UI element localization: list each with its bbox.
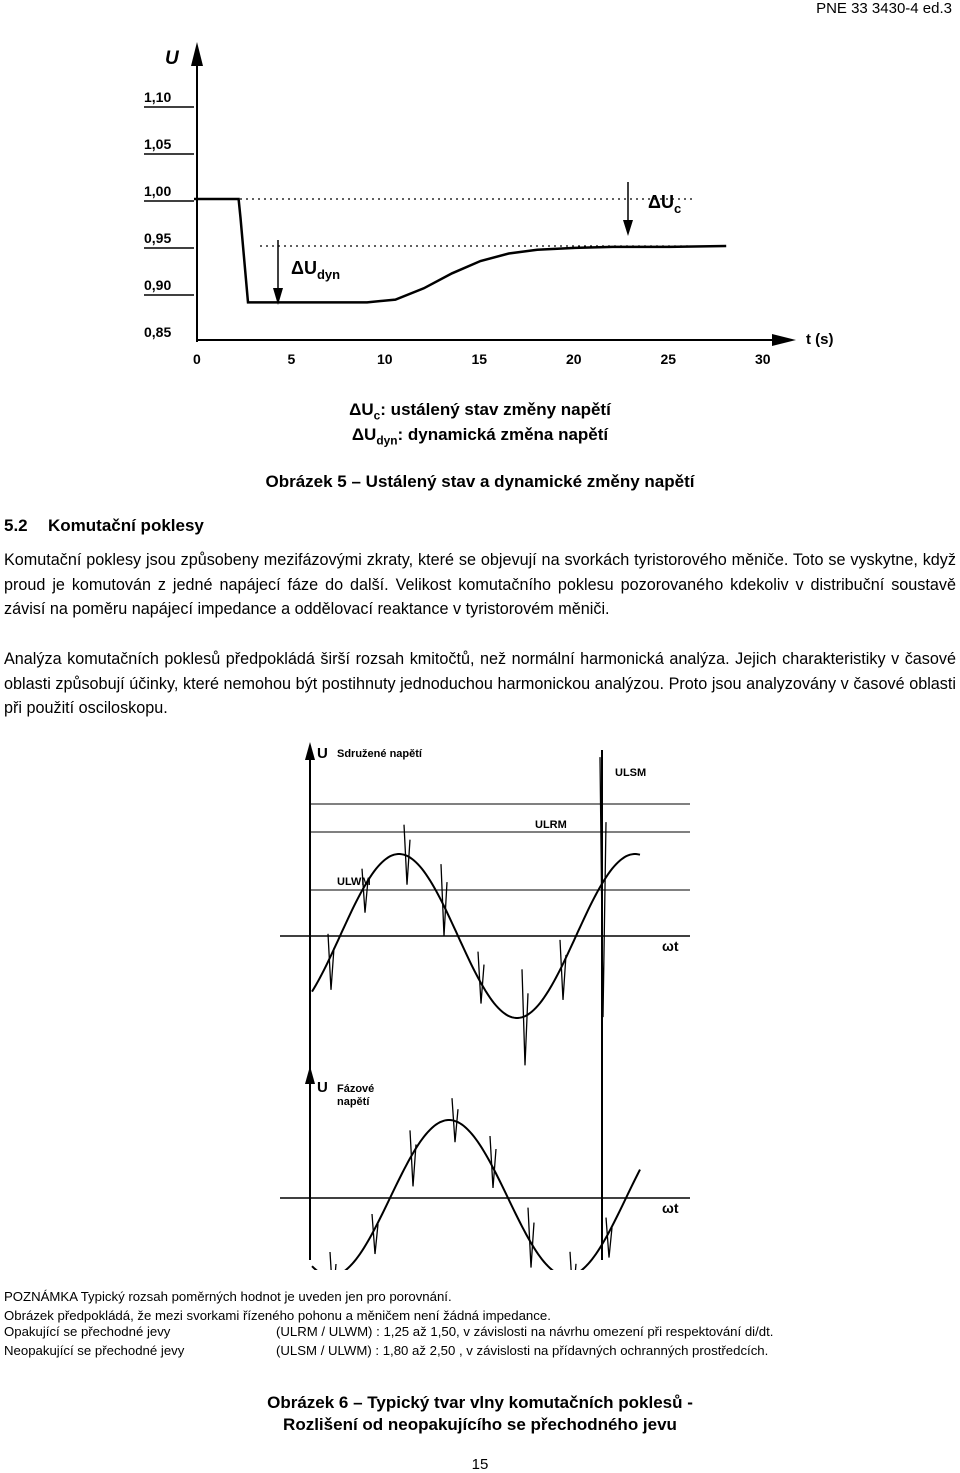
- x-tick-label: 0: [193, 351, 201, 367]
- x-axis-label: t (s): [806, 331, 834, 348]
- x-tick-labels: [193, 351, 771, 367]
- repeating-label: Opakující se přechodné jevy: [4, 1324, 171, 1339]
- x-tick-label: 30: [755, 351, 771, 367]
- repeating-value: (ULRM / ULWM) : 1,25 až 1,50, v závislosti na návrhu omezení při respektování di/dt.: [276, 1324, 774, 1339]
- legend-delta-udyn: $\Delta U_{dyn}$: dynamická změna napětí: [351, 425, 609, 448]
- note-line: POZNÁMKA Typický rozsah poměrných hodnot je uveden jen pro porovnání.: [4, 1289, 452, 1304]
- top-u-arrow-icon: [305, 742, 315, 760]
- bottom-title-line2: napětí: [337, 1096, 370, 1108]
- impedance-note: Obrázek předpokládá, že mezi svorkami řízeného pohonu a měničem není žádná impedance.: [4, 1308, 551, 1323]
- ulsm-label: ULSM: [615, 767, 647, 779]
- nonrepeating-value: (ULSM / ULWM) : 1,80 až 2,50 , v závislosti na přídavných ochranných prostředcích.: [276, 1343, 769, 1358]
- x-tick-label: 15: [471, 351, 488, 367]
- delta-udyn-label: $\Delta U_{dyn}$: [291, 258, 341, 282]
- section-title: Komutační poklesy: [48, 516, 204, 535]
- y-tick-label: 0,85: [144, 324, 172, 340]
- section-heading: [4, 516, 204, 536]
- y-tick-label: 0,95: [144, 230, 172, 246]
- top-title: Sdružené napětí: [337, 748, 422, 760]
- legend-delta-uc: $\Delta U_c$: ustálený stav změny napětí: [349, 400, 611, 423]
- y-axis-arrow-icon: [191, 42, 203, 66]
- y-axis-label: U: [165, 48, 179, 69]
- delta-uc-arrowhead-icon: [623, 220, 633, 236]
- figure-5-chart: [0, 0, 960, 400]
- delta-uc-label: $\Delta U_c$: [648, 192, 682, 216]
- commutation-notches-top: [328, 757, 606, 1065]
- ulwm-label: ULWM: [337, 876, 371, 888]
- figure-6-caption: Obrázek 6 – Typický tvar vlny komutačních poklesů - Rozlišení od neopakujícího se přechodného jevu: [267, 1393, 693, 1434]
- phase-voltage-waveform: [312, 1120, 640, 1270]
- nonrepeating-transients-row: [4, 1343, 768, 1358]
- page-number: 15: [471, 1456, 489, 1473]
- repeating-transients-row: [4, 1324, 773, 1339]
- section-number: 5.2: [4, 516, 28, 535]
- x-tick-label: 10: [377, 351, 393, 367]
- paragraph-2: Analýza komutačních poklesů předpokládá širší rozsah kmitočtů, než normální harmonická analýza. Jejich charakteristiky v časové oblasti způsobují účinky, které nemohou být postihnuty jednoduchou harmonickou analýzou. Proto jsou analyzovány v časové oblasti při použití osciloskopu.: [4, 650, 956, 717]
- y-tick-labels: [144, 89, 194, 340]
- y-tick-label: 1,10: [144, 89, 172, 105]
- bottom-omega-t-label: ωt: [662, 1200, 679, 1216]
- top-u-label: U: [317, 745, 328, 762]
- commutation-notches-bottom: [330, 1098, 612, 1270]
- x-tick-label: 5: [287, 351, 296, 367]
- y-tick-label: 0,90: [144, 277, 172, 293]
- paragraph-1: Komutační poklesy jsou způsobeny mezifázovými zkraty, které se objevují na svorkách tyristorového měniče. Toto se vyskytne, když proud je komutován z jedné napájecí fáze do další. Velikost komutačního poklesu pozorovaného kdekoliv v distribuční soustavě závisí na poměru napájecí impedance a oddělovací reaktance v tyristorovém měniči.: [4, 551, 956, 618]
- top-omega-t-label: ωt: [662, 938, 679, 954]
- y-tick-label: 1,00: [144, 183, 172, 199]
- voltage-curve: [194, 199, 726, 302]
- x-axis-arrow-icon: [772, 334, 796, 346]
- bottom-u-label: U: [317, 1079, 328, 1096]
- figure-6-waveforms: [0, 730, 960, 1270]
- nonrepeating-label: Neopakující se přechodné jevy: [4, 1343, 185, 1358]
- ulrm-label: ULRM: [535, 819, 567, 831]
- bottom-u-arrow-icon: [305, 1066, 315, 1084]
- bottom-title-line1: Fázové: [337, 1083, 375, 1095]
- figure-5-caption: Obrázek 5 – Ustálený stav a dynamické změny napětí: [265, 472, 695, 491]
- document-id: PNE 33 3430-4 ed.3: [816, 0, 952, 17]
- x-tick-label: 20: [566, 351, 582, 367]
- x-tick-label: 25: [660, 351, 677, 367]
- y-tick-label: 1,05: [144, 136, 172, 152]
